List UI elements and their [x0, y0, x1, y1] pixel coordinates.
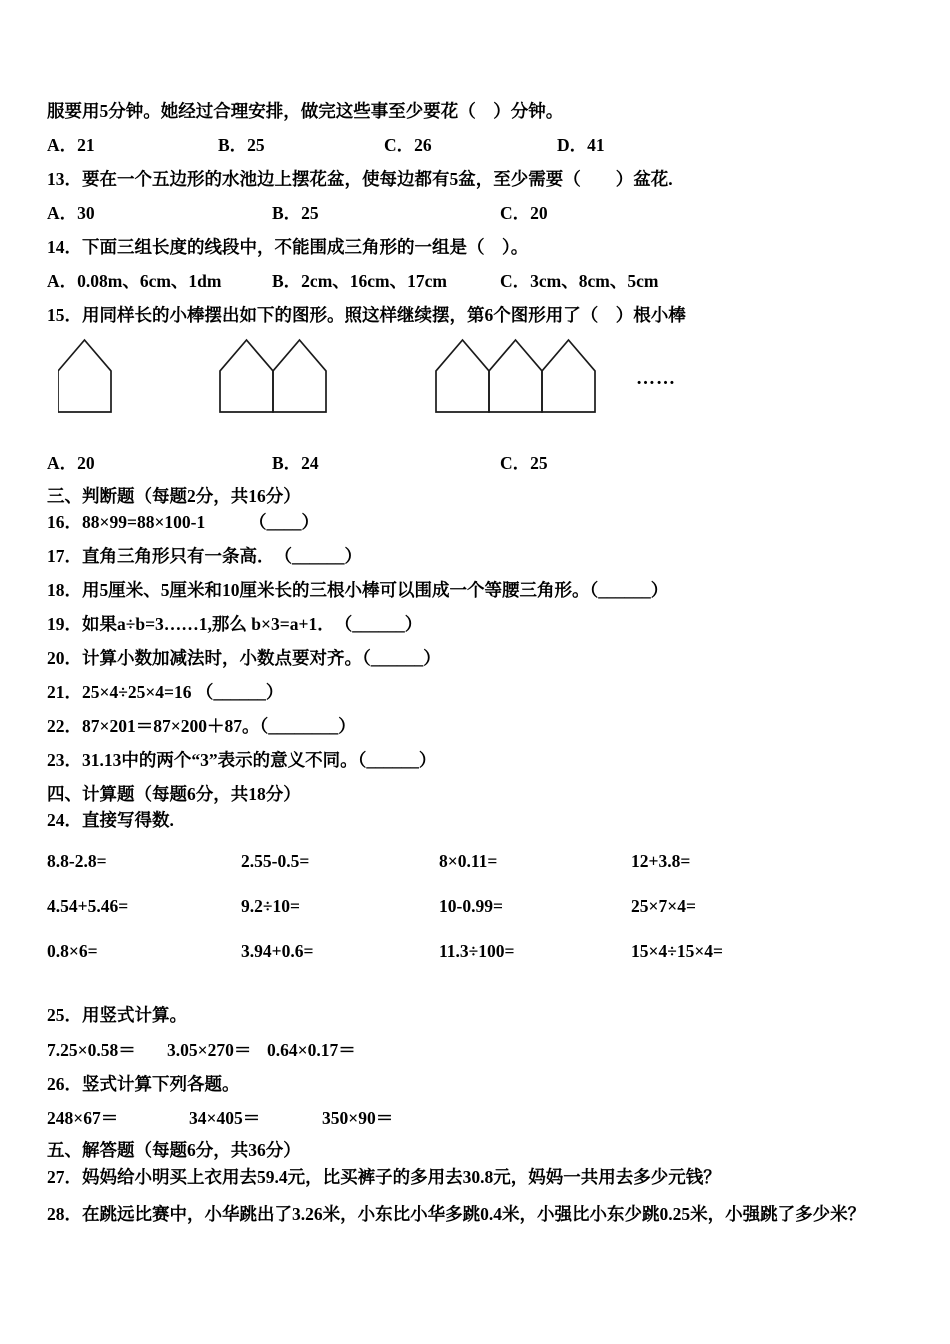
question-27-text: 27．妈妈给小明买上衣用去59.4元，比买裤子的多用去30.8元，妈妈一共用去多少元钱？ [47, 1167, 721, 1187]
calc-item: 7.25×0.58＝ [47, 1040, 136, 1060]
calc-item: 0.64×0.17＝ [267, 1040, 356, 1060]
q12-option-b: B．25 [218, 135, 265, 155]
judge-item-17: 17．直角三角形只有一条高． （______） [47, 546, 362, 566]
question-12-options [47, 135, 915, 155]
judge-item-23: 23．31.13中的两个“3”表示的意义不同。（______） [47, 750, 437, 770]
question-28-text: 28．在跳远比赛中，小华跳出了3.26米，小东比小华多跳0.4米，小强比小东少跳0.25米，小强跳了多少米？ [47, 1204, 866, 1224]
question-24-grid [47, 851, 915, 961]
q15-option-b: B．24 [272, 453, 319, 473]
question-15-text: 15．用同样长的小棒摆出如下的图形。照这样继续摆，第6个图形用了（ ）根小棒 [47, 305, 686, 325]
calc-item: 9.2÷10= [241, 896, 300, 916]
calc-item: 34×405＝ [189, 1108, 261, 1128]
question-26-title: 26．竖式计算下列各题。 [47, 1074, 240, 1094]
section-3-title: 三、判断题（每题2分，共16分） [47, 486, 301, 506]
q13-option-c: C．20 [500, 203, 548, 223]
calc-item: 10-0.99= [439, 896, 503, 916]
q14-option-a: A．0.08m、6cm、1dm [47, 271, 222, 291]
calc-item: 8.8-2.8= [47, 851, 107, 871]
question-13-options [47, 203, 915, 223]
judge-item-16: 16．88×99=88×100-1 （____） [47, 512, 319, 532]
q13-option-b: B．25 [272, 203, 319, 223]
calc-item: 3.05×270＝ [167, 1040, 252, 1060]
house-shape [273, 340, 326, 412]
q15-option-c: C．25 [500, 453, 548, 473]
q12-option-a: A．21 [47, 135, 95, 155]
calc-item: 0.8×6= [47, 941, 98, 961]
calc-item: 248×67＝ [47, 1108, 119, 1128]
calc-item: 8×0.11= [439, 851, 498, 871]
section-4-title: 四、计算题（每题6分，共18分） [47, 784, 301, 804]
question-26-items [47, 1108, 915, 1128]
calc-item: 4.54+5.46= [47, 896, 129, 916]
q12-option-d: D．41 [557, 135, 605, 155]
question-14-options [47, 271, 915, 291]
question-15-options [47, 453, 915, 473]
calc-item: 3.94+0.6= [241, 941, 314, 961]
house-shape [58, 340, 111, 412]
calc-item: 15×4÷15×4= [631, 941, 724, 961]
pattern-figure [58, 338, 915, 414]
house-shape [220, 340, 273, 412]
judge-item-18: 18．用5厘米、5厘米和10厘米长的三根小棒可以围成一个等腰三角形。（______） [47, 580, 669, 600]
judge-item-20: 20．计算小数加减法时，小数点要对齐。（______） [47, 648, 441, 668]
section-5-title: 五、解答题（每题6分，共36分） [47, 1140, 301, 1160]
house-shape [436, 340, 489, 412]
calc-item: 25×7×4= [631, 896, 696, 916]
house-shape [542, 340, 595, 412]
q14-option-c: C．3cm、8cm、5cm [500, 271, 659, 291]
judge-item-21: 21．25×4÷25×4=16 （______） [47, 682, 284, 702]
question-25-title: 25．用竖式计算。 [47, 1005, 187, 1025]
question-24-title: 24．直接写得数. [47, 810, 174, 830]
question-12-text-continuation: 服要用5分钟。她经过合理安排，做完这些事至少要花（ ）分钟。 [47, 101, 564, 121]
house-shape [489, 340, 542, 412]
ellipsis-dots: …… [636, 368, 676, 389]
calc-item: 11.3÷100= [439, 941, 515, 961]
q13-option-a: A．30 [47, 203, 95, 223]
question-14-text: 14．下面三组长度的线段中，不能围成三角形的一组是（ ）。 [47, 237, 529, 257]
judge-item-19: 19．如果a÷b=3……1,那么 b×3=a+1． （______） [47, 614, 423, 634]
exam-page [47, 101, 915, 1224]
house-pattern-svg [58, 338, 678, 414]
q12-option-c: C．26 [384, 135, 432, 155]
judge-item-22: 22．87×201＝87×200＋87。（________） [47, 716, 356, 736]
q14-option-b: B．2cm、16cm、17cm [272, 271, 447, 291]
calc-item: 12+3.8= [631, 851, 691, 871]
calc-item: 2.55-0.5= [241, 851, 310, 871]
question-25-items [47, 1040, 915, 1060]
q15-option-a: A．20 [47, 453, 95, 473]
question-13-text: 13．要在一个五边形的水池边上摆花盆，使每边都有5盆，至少需要（ ）盆花. [47, 169, 673, 189]
calc-item: 350×90＝ [322, 1108, 394, 1128]
